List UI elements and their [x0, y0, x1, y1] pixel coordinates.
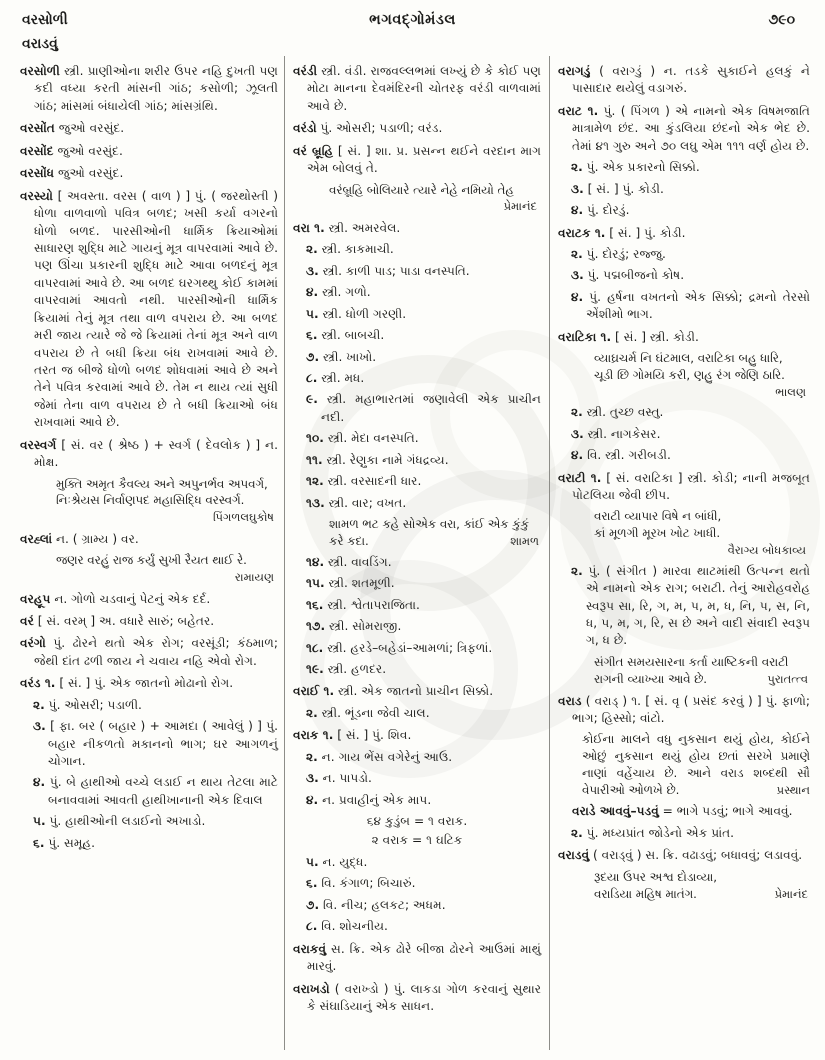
- headword: વરા ૧.: [293, 220, 325, 235]
- headword: વરાકવું: [293, 941, 327, 956]
- sense-number: ૨.: [571, 825, 583, 840]
- column-3: [558, 58, 810, 907]
- sense-item: [293, 792, 541, 809]
- sense-item: [293, 452, 541, 469]
- sense-item: [20, 697, 278, 714]
- sense-number: ૩.: [571, 426, 584, 441]
- dictionary-entry: [293, 981, 541, 1016]
- verse-quote: [20, 552, 278, 585]
- entry-text: [ અવસ્તા. વરસ ( વાળ ) ] પું. ( જરથોસ્તી ) ધોળા વાળવાળો પવિત્ર બળદ; ખસી કર્યા વગરનો ધોળો બળદ. પારસીઓની ધાર્મિક ક્રિયાઓમાં સાધારણ શુદ્ધિ માટે ગાયનું મૂત્ર વાપરવામાં આવે છે. પણ ઊંચા પ્રકારની શુદ્ધિ માટે આવા બળદનું મૂત્ર વાપરવામાં આવે છે. આ બળદ ઘરગથ્થુ કોઈ કામમાં વાપરવામાં આવતો નથી. પારસીઓની ધાર્મિક ક્રિયામાં તેનું મૂત્ર તથા વાળ વપરાય છે. આ બળદ મરી જાય ત્યારે જે જે ક્રિયામાં તેનાં મૂત્ર અને વાળ વપરાય છે તે બધી ક્રિયા બંધ રાખવામાં આવે છે. તરત જ બીજે ધોળો બળદ શોધવામાં આવે છે અને તેને પવિત્ર કરવામાં આવે છે. તેમ ન થાય ત્યાં સુધી જેમાં તેના વાળ વપરાય છે તે બધી ક્રિયાઓ બંધ રાખવામાં આવે છે.: [34, 188, 279, 430]
- sense-number: ૩.: [306, 771, 319, 786]
- sense-number: ૧૯.: [306, 661, 324, 676]
- sense-item: [558, 159, 810, 176]
- sense-text: સ્ત્રી. કાળી પાડ; પાડા વનસ્પતિ.: [322, 263, 470, 278]
- sense-text: સ્ત્રી. શ્વેતાપરાજિતા.: [327, 597, 420, 612]
- entry-text: [ સં. ] સ્ત્રી. કોડી.: [615, 329, 699, 344]
- headword: વરંડ ૧.: [20, 676, 56, 691]
- sense-number: ૨.: [306, 705, 318, 720]
- verse-attribution: રામાયણ: [234, 570, 274, 585]
- verse-quote: [293, 182, 541, 215]
- headword: વરાટિકા ૧.: [558, 329, 612, 344]
- headword: વરસોંત: [20, 121, 55, 136]
- sense-text: [ સં. ] પું. કોડી.: [587, 181, 664, 196]
- sense-number: ૧૧.: [306, 452, 323, 467]
- sense-number: ૧૫.: [306, 576, 325, 591]
- verse-quote: [558, 350, 810, 400]
- sense-number: ૧૩.: [306, 495, 325, 510]
- headword: વરાડવું: [558, 848, 590, 863]
- sense-item: [558, 447, 810, 464]
- sense-item: [20, 774, 278, 809]
- headword: વરાક ૧.: [293, 728, 334, 743]
- sense-text: સ્ત્રી. હળદર.: [327, 661, 387, 676]
- sense-number: ૨.: [33, 697, 45, 712]
- verse-line: કરે કદા. શામળ: [329, 533, 539, 548]
- headword: વરંડી: [293, 64, 318, 78]
- sense-text: પું. એક પ્રકારનો સિક્કો.: [586, 160, 700, 175]
- sense-number: ૨.: [306, 242, 318, 257]
- column-1: [20, 58, 278, 856]
- sense-item: [20, 718, 278, 770]
- dictionary-entry: [20, 531, 278, 548]
- sense-item: [558, 202, 810, 219]
- verse-quote: [20, 476, 278, 526]
- sense-item: [293, 391, 541, 426]
- sense-item: [558, 563, 810, 650]
- dictionary-entry: [20, 591, 278, 608]
- verse-line: મુક્તિ અમૃત કૈવલ્ય અને અપુનર્ભવ અપવર્ગ,: [56, 476, 268, 491]
- sense-number: ૫.: [306, 854, 319, 869]
- headword: વરસોળી: [20, 64, 60, 78]
- column-divider: [549, 56, 550, 1050]
- verse-line: વરાટી વ્યાપાર વિષે ન બાંધી,: [594, 509, 722, 524]
- dictionary-entry: [293, 727, 541, 744]
- sense-item: [293, 770, 541, 787]
- sense-item: [293, 241, 541, 258]
- headword: વરાડ: [558, 693, 582, 708]
- sense-item: [293, 349, 541, 366]
- entry-text: [ સં. ] પું. શિવ.: [337, 728, 412, 743]
- sense-number: ૩.: [571, 181, 584, 196]
- dictionary-entry: [558, 103, 810, 155]
- sense-number: ૪.: [306, 792, 319, 807]
- sense-item: [558, 246, 810, 263]
- dictionary-entry: [20, 188, 278, 432]
- sense-text: સ્ત્રી. વાર; વખત.: [328, 495, 407, 510]
- sense-item: [293, 327, 541, 344]
- sense-number: ૨.: [571, 160, 583, 175]
- sense-text: સ્ત્રી. ધોળી ગરણી.: [322, 306, 407, 321]
- verse-quote: [293, 516, 541, 550]
- dictionary-entry: [20, 635, 278, 670]
- sense-number: ૪.: [306, 285, 319, 300]
- measure-formula: ૨ વરાક = ૧ ઘટિક: [371, 833, 463, 848]
- sense-number: ૬.: [33, 835, 45, 850]
- sense-number: ૧૬.: [306, 597, 324, 612]
- sense-text: સ્ત્રી. વાવડિંગ.: [328, 554, 392, 569]
- entry-text: [ સં. ] પું. એક જાતનો મોઢાનો રોગ.: [59, 676, 234, 691]
- dictionary-entry: [558, 329, 810, 346]
- verse-line: રૂદયા ઉપર અશ્વ દોડાવ્યા,: [594, 869, 718, 884]
- entry-text: [ સં. વરાટિકા ] સ્ત્રી. કોડી; નાની મજબૂત પોટલિયા જેવી છીપ.: [572, 470, 811, 503]
- verse-attribution: પિંગળલઘુકોષ: [212, 510, 274, 525]
- sense-number: ૩.: [33, 719, 46, 734]
- headword: વરહ્લાં: [20, 531, 53, 546]
- headword: વરાઈ ૧.: [293, 684, 335, 699]
- verse-line: નિઃશ્રેયસ નિર્વાણપદ મહાસિદ્ધિ વરસ્વર્ગ.: [56, 493, 245, 508]
- sense-text: સ્ત્રી. શતમૂળી.: [328, 576, 395, 591]
- running-head-left-second: વરાડવું: [22, 36, 58, 52]
- headword: વરાગડું: [558, 64, 591, 78]
- dictionary-entry: [558, 847, 810, 864]
- sense-number: ૪.: [571, 448, 584, 463]
- sense-text: ન. ગાય ભેંસ વગેરેનું આઉ.: [321, 749, 453, 764]
- headword: વરસ્યો: [20, 188, 53, 203]
- sense-item: [293, 597, 541, 614]
- sense-number: ૧૦.: [306, 431, 324, 446]
- verse-attribution: પુરાતત્ત્વ: [767, 671, 808, 686]
- entry-text: પું. ઓસરી; પડાળી; વરંડ.: [320, 121, 443, 136]
- sense-item: [293, 430, 541, 447]
- sense-number: ૬.: [306, 876, 318, 891]
- sense-item: [293, 495, 541, 512]
- headword: વરસ્વર્ગ: [20, 437, 57, 452]
- verse-attribution: પ્રેમાનંદ: [503, 199, 537, 214]
- headword: વરાટ ૧.: [558, 103, 599, 118]
- entry-text: [ સં. વર ( શ્રેષ્ઠ ) + સ્વર્ગ ( દેવલોક ) ] ન. મોક્ષ.: [34, 437, 278, 470]
- sense-number: ૧૮.: [306, 640, 324, 655]
- usage-note: [558, 731, 810, 799]
- sense-number: ૬.: [306, 328, 318, 343]
- verse-line: વરંબ્રૂહિ બોલિયારે ત્યારે નેહે નમિયો તેહ: [329, 182, 514, 197]
- dictionary-entry: [293, 941, 541, 976]
- sense-item: [293, 661, 541, 678]
- sense-text: પું. હાથીઓની લડાઈનો અખાડો.: [49, 814, 206, 829]
- column-divider: [284, 56, 285, 1050]
- headword: વરંગો: [20, 636, 46, 651]
- dictionary-entry: [20, 63, 278, 115]
- sense-number: ૮.: [306, 370, 318, 385]
- dictionary-entry: [20, 437, 278, 472]
- sense-number: ૪.: [571, 203, 584, 218]
- sense-item: [293, 749, 541, 766]
- sense-item: [293, 284, 541, 301]
- dictionary-entry: [293, 63, 541, 115]
- sense-text: સ્ત્રી. મેદા વનસ્પતિ.: [327, 431, 419, 446]
- sense-text: પું. બે હાથીઓ વચ્ચે લડાઈ ન થાય તેટલા માટે બનાવવામાં આવતી હાથીખાનાની એક દિવાલ: [48, 775, 278, 807]
- verse-attribution: પ્રેમાનંદ: [774, 886, 808, 901]
- entry-text: ન. ( ગ્રામ્ય ) વર.: [55, 531, 139, 546]
- headword: વરં બ્રૂહિ: [293, 143, 334, 158]
- sense-text: પું. મધ્યપ્રાંત જોડેનો એક પ્રાંત.: [586, 825, 735, 840]
- sense-text: વિ. સ્ત્રી. ગરીબડી.: [587, 448, 671, 463]
- sense-text: વિ. નીચ; હલકટ; અધમ.: [322, 897, 446, 912]
- sense-item: [293, 640, 541, 657]
- note-attribution: પ્રસ્થાન: [776, 783, 810, 798]
- sense-text: વિ. કંગાળ; બિચારું.: [321, 876, 416, 891]
- sense-text: સ્ત્રી. તુચ્છ વસ્તુ.: [586, 405, 664, 420]
- sense-text: પું. ઓસરી; પડાળી.: [48, 697, 142, 712]
- sense-number: ૭.: [306, 349, 320, 364]
- dictionary-entry: [20, 165, 278, 182]
- page-number: ૭૯૦: [768, 12, 795, 28]
- idiom-text: = ભાગે પડવું; ભાગે આવવું.: [662, 804, 793, 819]
- sense-item: [558, 181, 810, 198]
- sense-number: ૯.: [306, 392, 318, 407]
- sense-item: [293, 575, 541, 592]
- sense-item: [293, 306, 541, 323]
- sense-text: સ્ત્રી. વરસાદની ધાર.: [327, 474, 422, 489]
- idiom-lead: વરાડે આવવું–પડવું: [572, 804, 659, 819]
- sense-number: ૨.: [571, 563, 583, 578]
- headword: વરહૂપ: [20, 591, 51, 606]
- sense-number: ૩.: [306, 263, 319, 278]
- idiom-entry: [558, 803, 810, 820]
- dictionary-entry: [558, 470, 810, 505]
- entry-text: [ સં. વરમ્ ] અ. વધારે સારું; બહેતર.: [37, 613, 215, 628]
- verse-line: શામળ ભટ કહે સોએક વરા, કાંઈ એક કુંકું: [329, 517, 529, 532]
- sense-item: [293, 854, 541, 871]
- sense-number: ૪.: [571, 289, 584, 304]
- sense-number: ૭.: [306, 897, 320, 912]
- entry-text: જુઓ વરસુંદ.: [58, 166, 124, 181]
- dictionary-entry: [20, 675, 278, 692]
- verse-quote: [558, 508, 810, 558]
- sense-item: [293, 370, 541, 387]
- sense-text: ન. યુદ્ધ.: [322, 854, 368, 869]
- dictionary-entry: [293, 683, 541, 700]
- dictionary-entry: [558, 225, 810, 242]
- sense-number: ૪.: [33, 775, 46, 790]
- sense-text: સ્ત્રી. ગળો.: [322, 285, 371, 300]
- entry-text: [ સં. ] શા. પ્ર. પ્રસન્ન થઈને વરદાન માગ એમ બોલવું તે.: [307, 143, 541, 176]
- sense-text: સ્ત્રી. બાબચી.: [321, 328, 385, 343]
- verse-line: સંગીત સમયસારના કર્તા યાષ્ટિકની વરાટી: [594, 654, 789, 669]
- headword: વરાટક ૧.: [558, 225, 606, 240]
- headword: વરસોંદ: [20, 143, 54, 158]
- sense-text: વિ. શોચનીય.: [321, 919, 388, 934]
- sense-text: સ્ત્રી. મધ.: [321, 370, 365, 385]
- entry-text: ( વરાખ્ડો ) પું. લાકડા ગોળ કરવાનું સુથાર કે સંઘાડિયાનું એક સાધન.: [307, 981, 542, 1013]
- headword: વરં: [20, 613, 34, 628]
- verse-line: જણર વરહું રાજ કર્યું સુખી રૈયત થાઈ રે.: [56, 553, 247, 568]
- sense-item: [558, 825, 810, 842]
- entry-text: ( વરાગ્ડું ) ન. તડકે સુકાઈને હલકું ને પાસાદાર થયેલું વડાગરું.: [572, 64, 811, 96]
- sense-item: [558, 267, 810, 284]
- entry-text: જુઓ વરસુંદ.: [57, 143, 123, 158]
- headword: વરાટી ૧.: [558, 470, 602, 485]
- dictionary-entry: [293, 220, 541, 237]
- dictionary-entry: [20, 120, 278, 137]
- sense-number: ૨.: [571, 405, 583, 420]
- dictionary-entry: [20, 143, 278, 160]
- verse-attribution: ભાલણ: [775, 384, 806, 399]
- dictionary-entry: [20, 613, 278, 630]
- sense-text: સ્ત્રી. રેણુકા નામે ગંધદ્રવ્ય.: [326, 452, 449, 467]
- sense-number: ૨.: [306, 749, 318, 764]
- sense-item: [20, 835, 278, 852]
- headword: વરંડો: [293, 121, 317, 136]
- sense-item: [558, 289, 810, 324]
- verse-line: વ્યાઘ્રચર્મ નિ ઘંટમાલ, વરાટિકા બહુ ધારિ,: [594, 351, 783, 366]
- entry-text: સ્ત્રી. એક જાતનો પ્રાચીન સિક્કો.: [338, 684, 494, 699]
- verse-quote: [558, 869, 810, 903]
- headword: વરસોંધ: [20, 166, 55, 181]
- verse-line: કાં મૂળગી મૂરખ ખોટ ખાધી.: [594, 526, 721, 541]
- sense-number: ૨.: [571, 246, 583, 261]
- sense-text: પું. સમૂહ.: [48, 835, 96, 850]
- sense-number: ૧૨.: [306, 474, 324, 489]
- dictionary-entry: [293, 143, 541, 178]
- sense-text: પું. પદ્મબીજનો કોષ.: [587, 268, 685, 283]
- column-2: [293, 58, 541, 1019]
- sense-item: [293, 918, 541, 935]
- entry-text: સ. ક્રિ. એક ઢોરે બીજા ઢોરને આઉમાં માથું મારવું.: [307, 941, 542, 974]
- entry-text: જુઓ વરસુંદ.: [58, 121, 125, 136]
- sense-number: ૮.: [306, 919, 318, 934]
- sense-text: સ્ત્રી. કાકમાચી.: [321, 242, 394, 257]
- sense-item: [20, 813, 278, 830]
- verse-quote: [558, 654, 810, 688]
- sense-item: [293, 618, 541, 635]
- sense-text: ન. પાપડો.: [322, 771, 372, 786]
- entry-text: [ સં. ] પું. કોડી.: [609, 225, 686, 240]
- dictionary-entry: [558, 63, 810, 98]
- sense-number: ૫.: [306, 306, 319, 321]
- entry-text: સ્ત્રી. પ્રાણીઓના શરીર ઉપર નહિ દુખતી પણ કદી વધ્યા કરતી માંસની ગાંઠ; કસોળી; ઝૂલતી ગાંઠ; માંસમાં બંધાયેલી ગાંઠ; માંસગ્રંથિ.: [34, 64, 279, 113]
- entry-text: સ્ત્રી. અમરવેલ.: [328, 220, 401, 235]
- running-head-left: વરસોળી: [22, 12, 68, 28]
- entry-text: ( વરાડ્વું ) સ. ક્રિ. વઢાડવું; બધાવવું; લડાવવું.: [593, 848, 803, 863]
- sense-text: સ્ત્રી. મહાભારતમાં જણાવેલી એક પ્રાચીન નદી.: [321, 392, 542, 424]
- sense-text: સ્ત્રી. હરડે–બહેડાં–આમળાં; ત્રિફળાં.: [327, 640, 493, 655]
- entry-text: પું. ( પિંગળ ) એ નામનો એક વિષમજાતિ માત્રામેળ છંદ. આ કુંડલિયા છંદનો એક ભેદ છે. તેમાં ૪૧ ગુરુ અને ૭૦ લઘુ એમ ૧૧૧ વર્ણ હોય છે.: [572, 103, 810, 153]
- sense-item: [558, 404, 810, 421]
- entry-text: ન. ગોળો ચડવાનું પેટનું એક દર્દ.: [54, 591, 211, 606]
- sense-text: ન. પ્રવાહીનું એક માપ.: [322, 792, 432, 807]
- sense-text: પું. ( સંગીત ) મારવા થાટમાંથી ઉત્પન્ન થતો એ નામનો એક રાગ; બરાટી. તેનું આરોહવરોહ સ્વરૂપ સા, રિ, ગ, મ, પ, મ, ધ, નિ, પ, સ, નિ, ધ, પ, મ, ગ, રિ, સ છે અને વાદી સંવાદી સ્વરૂપ ગ, ધ છે.: [586, 563, 810, 648]
- entry-text: સ્ત્રી. વંડી. રાજવલ્લભમાં લખ્યું છે કે કોઈ પણ મોટા માનના દેવમંદિરની ચોતરફ વરંડી વાળવામાં આવે છે.: [307, 64, 541, 113]
- verse-attribution: વૈરાગ્ય બોધકાવ્ય: [727, 543, 806, 558]
- measure-formula: ૬૪ કુડુંબ = ૧ વરાક.: [366, 814, 468, 829]
- sense-text: સ્ત્રી. નાગકેસર.: [587, 426, 661, 441]
- sense-text: પું. દોરડું; રજ્જુ.: [586, 246, 666, 261]
- verse-line: ચૂડી છિ ગોમયિ કરી, ણહુ રંગ જેણિ ઠારિ.: [594, 367, 785, 382]
- sense-number: ૧૭.: [306, 619, 326, 634]
- dictionary-entry: [558, 693, 810, 728]
- sense-item: [293, 554, 541, 571]
- sense-item: [293, 897, 541, 914]
- sense-item: [293, 705, 541, 722]
- entry-text: ( વરાડ્ ) ૧. [ સં. વૃ ( પ્રસંદ કરવું ) ] પું. ફાળો; ભાગ; હિસ્સો; વાંટો.: [572, 693, 810, 725]
- sense-text: [ ફા. બર ( બહાર ) + આમદા ( આવેલું ) ] પું. બહાર નીકળતો મકાનનો ભાગ; ઘર આગળનું ચોગાન.: [48, 719, 279, 769]
- verse-line: વરાડિયા મહિષ માતંગ. પ્રેમાનંદ: [594, 886, 808, 901]
- sense-item: [293, 263, 541, 280]
- note-text: કોઈના માલને વધુ નુકસાન થયું હોય, કોઈને ઓછું નુકસાન થયું હોય છતાં સરખે પ્રમાણે નાણાં વહેંચાય છે. આને વરાડ શબ્દથી સૌ વેપારીઓ ઓળખે છે.: [582, 732, 810, 798]
- sense-text: સ્ત્રી. ભૂંડના જેવી ચાલ.: [321, 705, 430, 720]
- sense-item: [293, 473, 541, 490]
- sense-number: ૩.: [571, 268, 584, 283]
- sense-number: ૫.: [33, 814, 46, 829]
- book-title: ભગવદ્ગોમંડલ: [369, 12, 456, 28]
- sense-number: ૧૪.: [306, 554, 325, 569]
- verse-line: રાગની વ્યાખ્યા આવે છે. પુરાતત્ત્વ: [594, 671, 808, 686]
- sense-text: પું. દોરડું.: [587, 203, 630, 218]
- sense-item: [558, 426, 810, 443]
- sense-item: [293, 875, 541, 892]
- sense-text: પું. હર્ષના વખતનો એક સિક્કો; દ્રમનો તેરસો એંશીમો ભાગ.: [586, 289, 811, 322]
- sense-text: સ્ત્રી. સોમરાજી.: [328, 619, 402, 634]
- entry-text: પું. ઢોરને થતો એક રોગ; વરસૂંડી; કંઠમાળ; જેથી દાંત ઢળી જાય ને ચવાય નહિ એવો રોગ.: [34, 636, 279, 668]
- verse-attribution: શામળ: [510, 533, 539, 548]
- headword: વરાખડો: [293, 981, 330, 996]
- sense-text: સ્ત્રી. ખાખો.: [322, 349, 377, 364]
- dictionary-entry: [293, 120, 541, 137]
